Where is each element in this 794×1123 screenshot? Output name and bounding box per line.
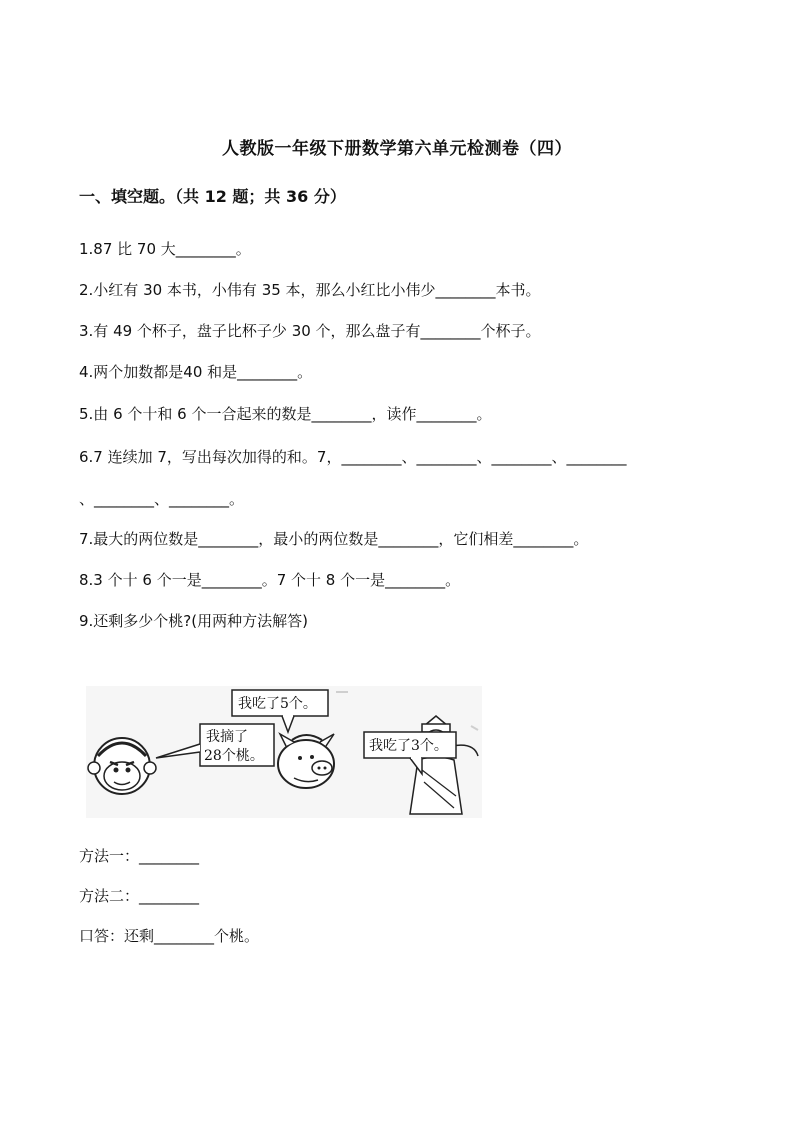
question-2: 2.小红有 30 本书，小伟有 35 本，那么小红比小伟少________本书。 — [79, 281, 541, 299]
peach-illustration — [86, 686, 482, 818]
question-6: 6.7 连续加 7，写出每次加得的和。7，________、________、________、________ — [79, 448, 627, 466]
pig-character — [278, 734, 334, 788]
method-one: 方法一：________ — [79, 847, 200, 865]
question-7: 7.最大的两位数是________，最小的两位数是________，它们相差________。 — [79, 530, 589, 548]
monkey-bubble-text-1: 我摘了 — [206, 729, 248, 745]
question-8: 8.3 个十 6 个一是________。7 个十 8 个一是________。 — [79, 571, 461, 589]
question-5: 5.由 6 个十和 6 个一合起来的数是________，读作________。 — [79, 405, 492, 423]
question-3: 3.有 49 个杯子，盘子比杯子少 30 个，那么盘子有________个杯子。 — [79, 322, 541, 340]
method-two: 方法二：________ — [79, 887, 200, 905]
monk-bubble-text: 我吃了3个。 — [369, 738, 448, 754]
monkey-bubble-text-2: 28个桃。 — [204, 748, 264, 764]
question-1: 1.87 比 70 大________。 — [79, 240, 251, 258]
question-4: 4.两个加数都是40 和是________。 — [79, 363, 313, 381]
pig-bubble-text: 我吃了5个。 — [238, 696, 317, 712]
section-heading: 一、填空题。（共 12 题；共 36 分） — [79, 187, 346, 206]
question-9: 9.还剩多少个桃?(用两种方法解答) — [79, 612, 308, 630]
page-title: 人教版一年级下册数学第六单元检测卷（四） — [222, 139, 572, 159]
question-6-continued: 、________、________。 — [79, 490, 245, 508]
oral-answer: 口答：还剩________个桃。 — [79, 927, 260, 945]
